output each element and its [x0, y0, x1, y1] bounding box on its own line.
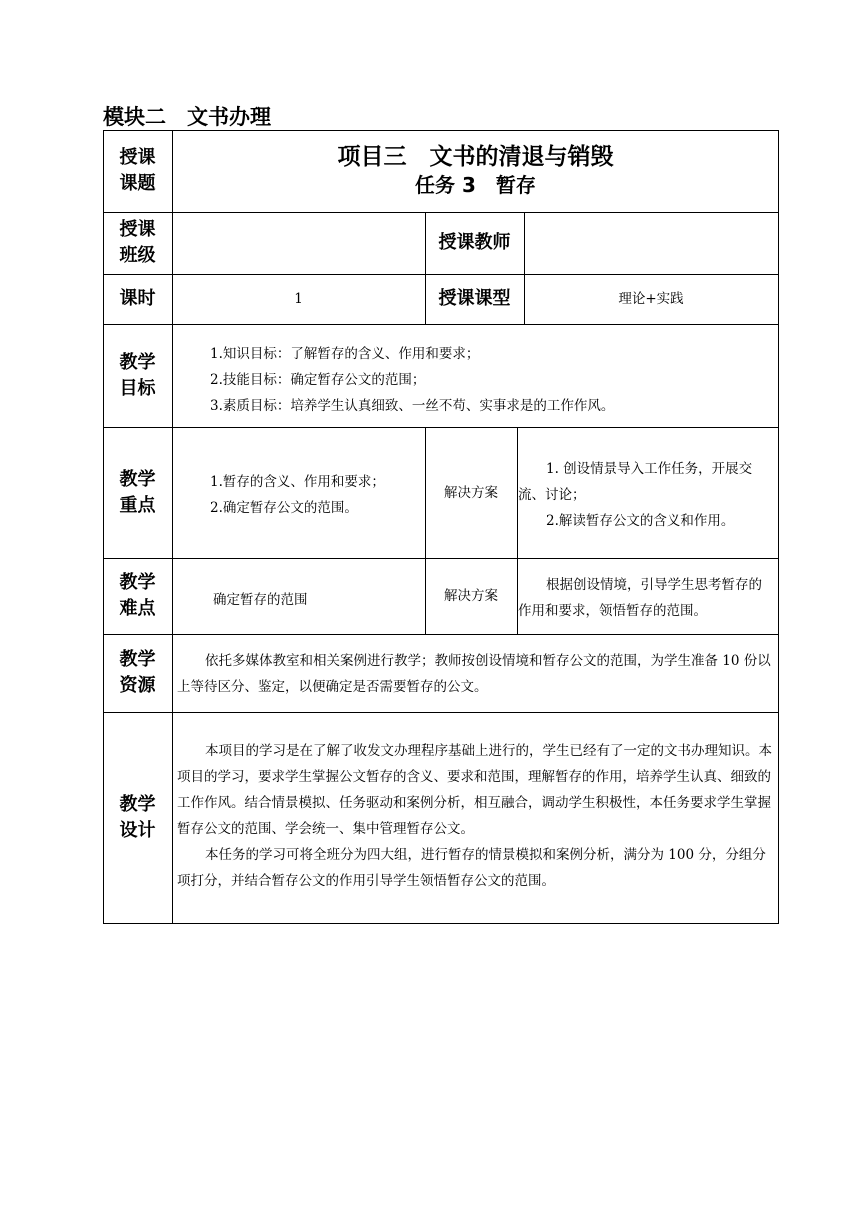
lesson-title: 项目三 文书的清退与销毁	[337, 144, 614, 170]
design-paragraph: 本项目的学习是在了解了收发文办理程序基础上进行的，学生已经有了一定的文书办理知识。本项目的学习，要求学生掌握公文暂存的含义、要求和范围，理解暂存的作用，培养学生认真、细致的工作作风。结合情景模拟、任务驱动和案例分析，相互融合，调动学生积极性，本任务要求学生掌握暂存公文的范围、学会统一、集中管理暂存公文。	[177, 743, 772, 837]
objective-item: 1.知识目标：了解暂存的含义、作用和要求；	[210, 346, 480, 362]
objectives-label: 教学目标	[119, 351, 156, 399]
difficulties-solution: 根据创设情境，引导学生思考暂存的作用和要求，领悟暂存的范围。	[518, 577, 762, 619]
key-points-solution	[518, 456, 775, 534]
difficulties-label: 教学难点	[119, 572, 156, 619]
objectives-list	[210, 341, 770, 419]
course-type-label: 授课课型	[438, 288, 511, 309]
key-point-item: 1.暂存的含义、作用和要求；	[210, 474, 385, 490]
teacher-value	[524, 212, 778, 274]
topic-label: 授课课题	[119, 147, 156, 194]
topic-cell	[172, 142, 779, 202]
design-label: 教学设计	[119, 793, 156, 841]
resources-label: 教学资源	[119, 649, 156, 696]
lesson-subtitle: 任务 3 暂存	[415, 173, 536, 197]
difficulties-solution-label: 解决方案	[444, 588, 498, 604]
key-point-item: 2.确定暂存公文的范围。	[210, 500, 358, 516]
key-points-label: 教学重点	[119, 468, 156, 516]
solution-item: 1. 创设情景导入工作任务，开展交流、讨论；	[518, 461, 753, 503]
solution-item: 2.解读暂存公文的含义和作用。	[546, 513, 735, 529]
teacher-label: 授课教师	[438, 232, 511, 253]
design-text	[177, 738, 774, 894]
module-heading: 模块二 文书办理	[103, 105, 271, 129]
difficulties-text: 确定暂存的范围	[213, 592, 308, 608]
objective-item: 3.素质目标：培养学生认真细致、一丝不苟、实事求是的工作作风。	[210, 398, 615, 414]
hours-value: 1	[294, 291, 303, 307]
hours-label: 课时	[119, 288, 156, 309]
class-value	[172, 212, 425, 274]
class-label: 授课班级	[119, 219, 156, 266]
course-type-value: 理论+实践	[618, 291, 684, 307]
key-points-solution-label: 解决方案	[444, 484, 498, 501]
key-points-list	[210, 469, 422, 521]
design-paragraph: 本任务的学习可将全班分为四大组，进行暂存的情景模拟和案例分析，满分为 100 分，分组分项打分，并结合暂存公文的作用引导学生领悟暂存公文的范围。	[177, 847, 766, 889]
resources-text: 依托多媒体教室和相关案例进行教学；教师按创设情境和暂存公文的范围，为学生准备 10 份以上等待区分、鉴定，以便确定是否需要暂存的公文。	[177, 653, 771, 695]
objective-item: 2.技能目标：确定暂存公文的范围；	[210, 372, 426, 388]
lesson-plan-table	[103, 130, 779, 924]
